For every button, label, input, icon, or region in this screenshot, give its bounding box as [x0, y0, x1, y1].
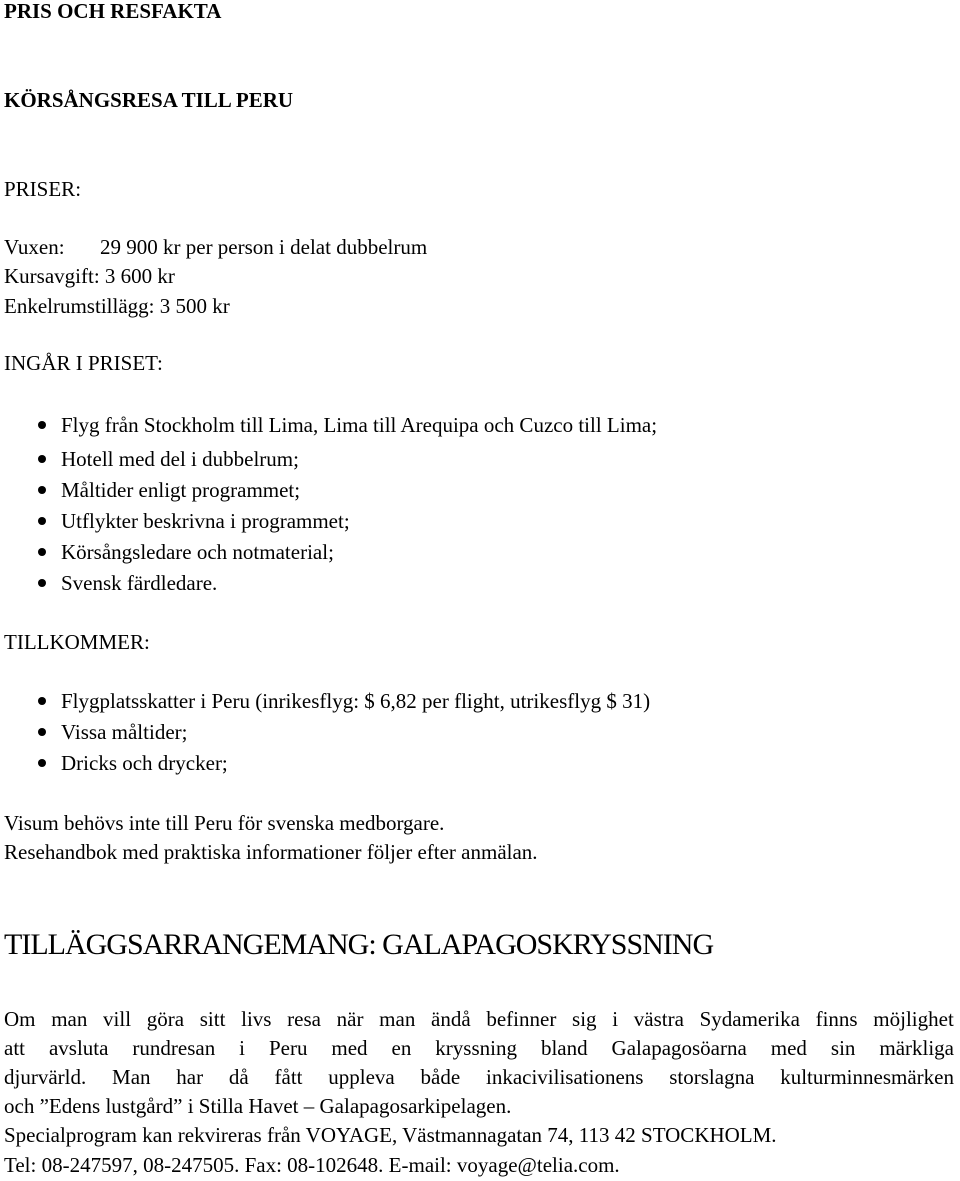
list-item-text: Dricks och drycker; [61, 751, 228, 775]
guidebook-note: Resehandbok med praktiska informationer följer efter anmälan. [4, 840, 538, 864]
trip-title: KÖRSÅNGSRESA TILL PERU [4, 88, 294, 112]
prices-heading: PRISER: [4, 177, 82, 201]
included-heading: INGÅR I PRISET: [4, 351, 163, 375]
bullet-icon [38, 486, 46, 494]
price-course-fee: Kursavgift: 3 600 kr [4, 264, 175, 288]
bullet-icon [38, 517, 46, 525]
list-item-text: Flygplatsskatter i Peru (inrikesflyg: $ 6,82 per flight, utrikesflyg $ 31) [61, 689, 651, 713]
bullet-icon [38, 421, 46, 429]
list-item-text: Hotell med del i dubbelrum; [61, 447, 299, 471]
bullet-icon [38, 579, 46, 587]
list-item-text: Måltider enligt programmet; [61, 478, 301, 502]
addon-heading: TILLÄGGSARRANGEMANG: GALAPAGOSKRYSSNING [4, 928, 714, 961]
bullet-icon [38, 455, 46, 463]
list-item-text: Svensk färdledare. [61, 571, 218, 595]
special-program-note: Specialprogram kan rekvireras från VOYAGE, Västmannagatan 74, 113 42 STOCKHOLM. [4, 1123, 777, 1147]
bullet-icon [38, 759, 46, 767]
paragraph-line: och ”Edens lustgård” i Stilla Havet – Galapagosarkipelagen. [4, 1094, 512, 1118]
paragraph-line: Om man vill göra sitt livs resa när man ändå befinner sig i västra Sydamerika finns möjlighet [4, 1007, 954, 1031]
bullet-icon [38, 548, 46, 556]
list-item-text: Vissa måltider; [61, 720, 188, 744]
paragraph-line: att avsluta rundresan i Peru med en kryssning bland Galapagosöarna med sin märkliga [4, 1036, 954, 1060]
list-item-text: Utflykter beskrivna i programmet; [61, 509, 350, 533]
extras-heading: TILLKOMMER: [4, 630, 150, 654]
visa-note: Visum behövs inte till Peru för svenska medborgare. [4, 811, 445, 835]
list-item-text: Flyg från Stockholm till Lima, Lima till Arequipa och Cuzco till Lima; [61, 413, 658, 437]
list-item-text: Körsångsledare och notmaterial; [61, 540, 334, 564]
bullet-icon [38, 728, 46, 736]
contact-info: Tel: 08-247597, 08-247505. Fax: 08-102648. E-mail: voyage@telia.com. [4, 1153, 620, 1177]
price-adult-value: 29 900 kr per person i delat dubbelrum [100, 235, 428, 259]
paragraph-line: djurvärld. Man har då fått uppleva både inkacivilisationens storslagna kulturminnesmärken [4, 1065, 954, 1089]
bullet-icon [38, 697, 46, 705]
price-adult [4, 237, 427, 258]
price-single-supplement: Enkelrumstillägg: 3 500 kr [4, 294, 230, 318]
price-adult-label: Vuxen: [4, 235, 65, 259]
page-title: PRIS OCH RESFAKTA [4, 0, 222, 23]
